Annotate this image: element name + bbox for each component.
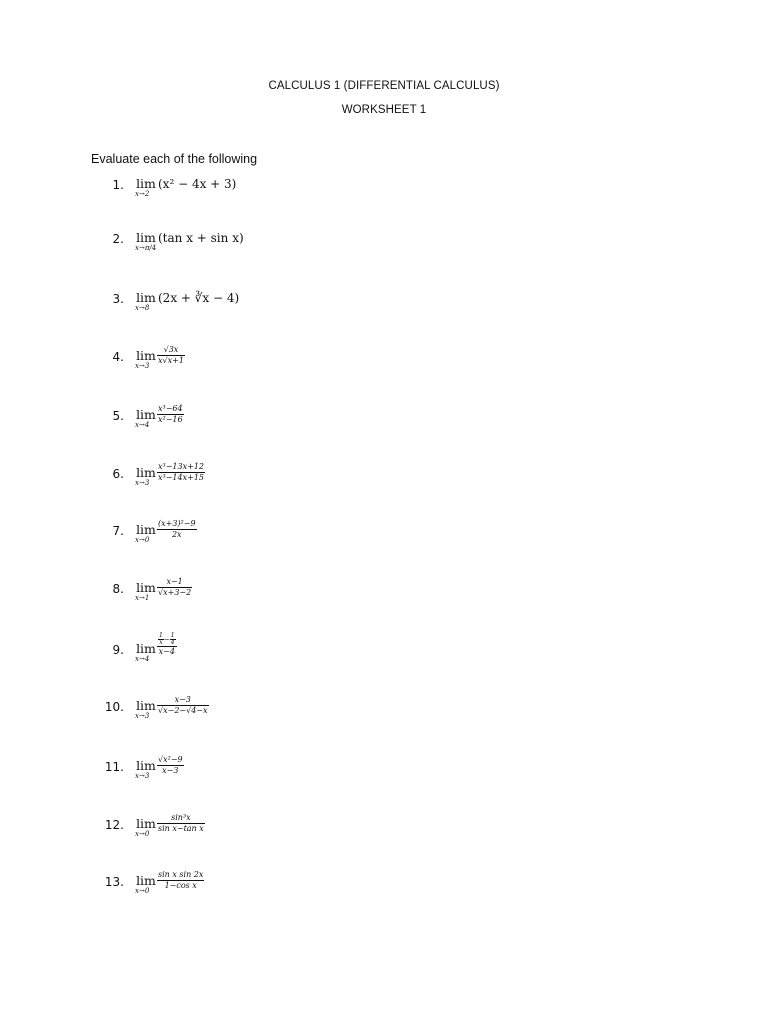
problem-number: 8. bbox=[112, 582, 124, 596]
limit-operator bbox=[135, 291, 157, 312]
limit-operator bbox=[135, 177, 157, 198]
limit-operator bbox=[135, 874, 157, 895]
fraction bbox=[157, 813, 205, 834]
fraction bbox=[157, 462, 205, 483]
denominator: √x+3−2 bbox=[158, 588, 192, 597]
numerator: √3x bbox=[163, 345, 179, 354]
fraction bbox=[157, 633, 177, 657]
limit-operator bbox=[135, 231, 157, 252]
denominator: 2x bbox=[171, 530, 182, 539]
numerator: (x+3)²−9 bbox=[158, 519, 196, 528]
numerator: x−1 bbox=[166, 577, 183, 586]
lim-word: lim bbox=[136, 580, 156, 595]
problem-number: 12. bbox=[104, 818, 124, 832]
limit-approach: x→1 bbox=[135, 594, 150, 602]
numerator bbox=[157, 633, 177, 646]
limit-approach: x→π/4 bbox=[135, 244, 157, 252]
lim-word: lim bbox=[136, 816, 156, 831]
lim-word: lim bbox=[136, 465, 156, 480]
fraction bbox=[157, 404, 184, 425]
lim-word: lim bbox=[136, 873, 156, 888]
denominator: x−3 bbox=[162, 766, 179, 775]
problem-number: 11. bbox=[104, 760, 124, 774]
problem-number: 3. bbox=[112, 292, 124, 306]
nested-numerator: 1 bbox=[159, 632, 163, 639]
problem-number: 10. bbox=[104, 700, 124, 714]
limit-approach: x→3 bbox=[135, 362, 150, 370]
limit-operator bbox=[135, 408, 157, 429]
limit-approach: x→0 bbox=[135, 536, 150, 544]
denominator: x²−16 bbox=[158, 415, 183, 424]
limit-expression: (tan x + sin x) bbox=[158, 231, 244, 245]
limit-operator bbox=[135, 466, 157, 487]
denominator: sin x−tan x bbox=[158, 824, 204, 833]
lim-word: lim bbox=[136, 698, 156, 713]
limit-operator bbox=[135, 759, 157, 780]
denominator: x−4 bbox=[158, 647, 175, 656]
nested-denominator: x bbox=[159, 639, 163, 646]
instructions: Evaluate each of the following bbox=[91, 152, 258, 166]
nested-numerator: 1 bbox=[170, 632, 175, 639]
problem-number: 7. bbox=[112, 524, 124, 538]
numerator: √x²−9 bbox=[158, 755, 183, 764]
denominator: x³−14x+15 bbox=[158, 473, 204, 482]
lim-word: lim bbox=[136, 290, 156, 305]
problem-number: 5. bbox=[112, 409, 124, 423]
limit-operator bbox=[135, 349, 157, 370]
limit-operator bbox=[135, 581, 157, 602]
lim-word: lim bbox=[136, 348, 156, 363]
limit-expression: (x² − 4x + 3) bbox=[158, 177, 237, 191]
problem-number: 1. bbox=[112, 178, 124, 192]
nested-denominator: 4 bbox=[170, 639, 175, 646]
limit-approach: x→0 bbox=[135, 830, 150, 838]
limit-operator bbox=[135, 523, 157, 544]
lim-word: lim bbox=[136, 641, 156, 656]
numerator: sin x sin 2x bbox=[158, 870, 204, 879]
numerator: x³−64 bbox=[158, 404, 183, 413]
limit-expression: (2x + ∛x − 4) bbox=[158, 291, 240, 305]
limit-approach: x→2 bbox=[135, 190, 150, 198]
nested-fraction-right bbox=[170, 633, 176, 646]
numerator: sin³x bbox=[171, 813, 191, 822]
limit-approach: x→0 bbox=[135, 887, 150, 895]
limit-operator bbox=[135, 642, 157, 663]
limit-approach: x→4 bbox=[135, 655, 150, 663]
limit-approach: x→3 bbox=[135, 712, 150, 720]
lim-word: lim bbox=[136, 176, 156, 191]
problem-number: 13. bbox=[104, 875, 124, 889]
problem-number: 9. bbox=[112, 643, 124, 657]
fraction bbox=[157, 519, 197, 540]
limit-approach: x→8 bbox=[135, 304, 150, 312]
lim-word: lim bbox=[136, 758, 156, 773]
numerator: x³−13x+12 bbox=[158, 462, 204, 471]
limit-approach: x→3 bbox=[135, 772, 150, 780]
numerator: x−3 bbox=[174, 695, 191, 704]
limit-approach: x→3 bbox=[135, 479, 150, 487]
problem-number: 4. bbox=[112, 350, 124, 364]
fraction bbox=[157, 870, 204, 891]
fraction bbox=[157, 577, 192, 598]
fraction bbox=[157, 345, 185, 366]
lim-word: lim bbox=[136, 522, 156, 537]
worksheet-title: CALCULUS 1 (DIFFERENTIAL CALCULUS) bbox=[268, 80, 500, 92]
denominator: x√x+1 bbox=[158, 356, 184, 365]
operator: − bbox=[163, 635, 170, 644]
limit-operator bbox=[135, 699, 157, 720]
problem-number: 6. bbox=[112, 467, 124, 481]
worksheet-subtitle: WORKSHEET 1 bbox=[341, 104, 427, 116]
denominator: √x−2−√4−x bbox=[158, 706, 208, 715]
limit-operator bbox=[135, 817, 157, 838]
lim-word: lim bbox=[136, 407, 156, 422]
fraction bbox=[157, 695, 209, 716]
limit-approach: x→4 bbox=[135, 421, 150, 429]
lim-word: lim bbox=[136, 230, 156, 245]
fraction bbox=[157, 755, 184, 776]
denominator: 1−cos x bbox=[164, 881, 197, 890]
problem-number: 2. bbox=[112, 232, 124, 246]
